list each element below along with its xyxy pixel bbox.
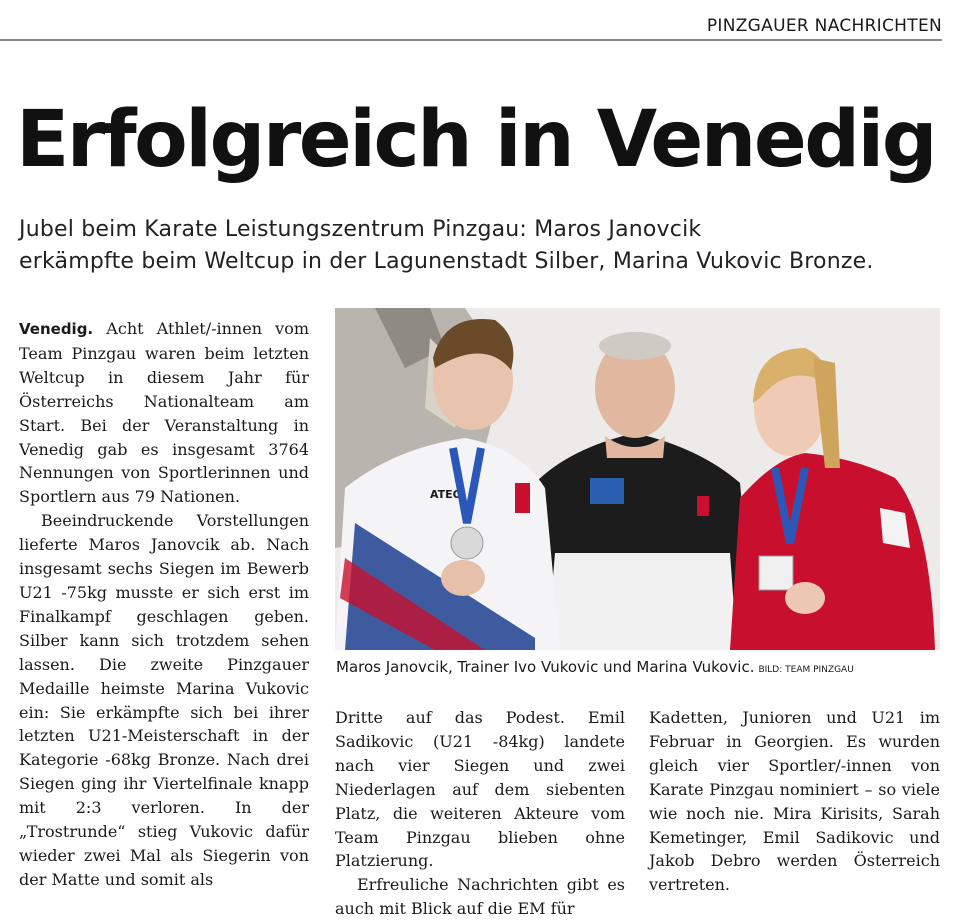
athlete-right-hand <box>785 582 825 614</box>
coach-flag <box>697 496 709 516</box>
article-column-1 <box>19 317 309 892</box>
section-label: PINZGAUER NACHRICHTEN <box>706 16 942 36</box>
paragraph-1-text: Acht Athlet/-innen vom Team Pinzgau waren beim letzten Weltcup in diesem Jahr für Österreichs Nationalteam am Start. Bei der Veranstaltung in Venedig gab es insgesamt 3764 Nennungen von Sportlerinnen und Sportlern aus 79 Nationen. <box>19 319 309 507</box>
paragraph-2: Beeindruckende Vorstellungen lieferte Maros Janovcik ab. Nach insgesamt sechs Siegen im Bewerb U21 -75kg musste er sich erst im Finalkampf geschlagen geben. Silber kann sich trotzdem sehen lassen. Die zweite Pinzgauer Medaille heimste Marina Vukovic ein: Sie erkämpfte sich bei ihrer letzten U21-Meisterschaft in der Kategorie -68kg Bronze. Nach drei Siegen ging ihr Viertelfinale knapp mit 2:3 verloren. In der „Trostrunde“ stieg Vukovic dafür wieder zwei Mal als Siegerin von der Matte und somit als <box>19 511 309 889</box>
coach-jacket-panel <box>547 553 737 650</box>
headline: Erfolgreich in Venedig <box>16 95 936 185</box>
header-rule <box>0 39 942 41</box>
article-column-2 <box>335 706 625 921</box>
photo-caption <box>336 658 942 677</box>
subheadline <box>19 214 949 278</box>
article-column-3 <box>649 706 940 897</box>
jacket-text-ateo: ATEO <box>430 488 463 501</box>
photo-credit: BILD: TEAM PINZGAU <box>758 665 854 675</box>
jacket-slovak-crest <box>515 483 530 513</box>
coach-badge <box>590 478 624 504</box>
subheadline-line-1: Jubel beim Karate Leistungszentrum Pinzgau: Maros Janovcik <box>19 217 702 242</box>
paragraph-1 <box>19 317 309 509</box>
paragraph-2-continued: Dritte auf das Podest. Emil Sadikovic (U21 -84kg) landete nach vier Siegen und zwei Niederlagen auf dem siebenten Platz, die weiteren Akteure vom Team Pinzgau blieben ohne Platzierung. <box>335 708 625 871</box>
subheadline-line-2: erkämpfte beim Weltcup in der Lagunenstadt Silber, Marina Vukovic Bronze. <box>19 249 874 274</box>
caption-text: Maros Janovcik, Trainer Ivo Vukovic und Marina Vukovic. <box>336 658 755 676</box>
dateline: Venedig. <box>19 320 94 338</box>
medal-right <box>759 556 793 590</box>
coach-hair <box>599 332 671 360</box>
paragraph-3-continued: Kadetten, Junioren und U21 im Februar in Georgien. Es wurden gleich vier Sportler/-innen von Karate Pinzgau nominiert – so viele wie noch nie. Mira Kirisits, Sarah Kemetinger, Emil Sadikovic und Jakob Debro werden Österreich vertreten. <box>649 708 940 895</box>
paragraph-3: Erfreuliche Nachrichten gibt es auch mit Blick auf die EM für <box>335 875 625 919</box>
athlete-left-hand <box>441 560 485 596</box>
article-photo <box>335 308 940 650</box>
medal-left <box>451 527 483 559</box>
photo-illustration <box>335 308 940 650</box>
